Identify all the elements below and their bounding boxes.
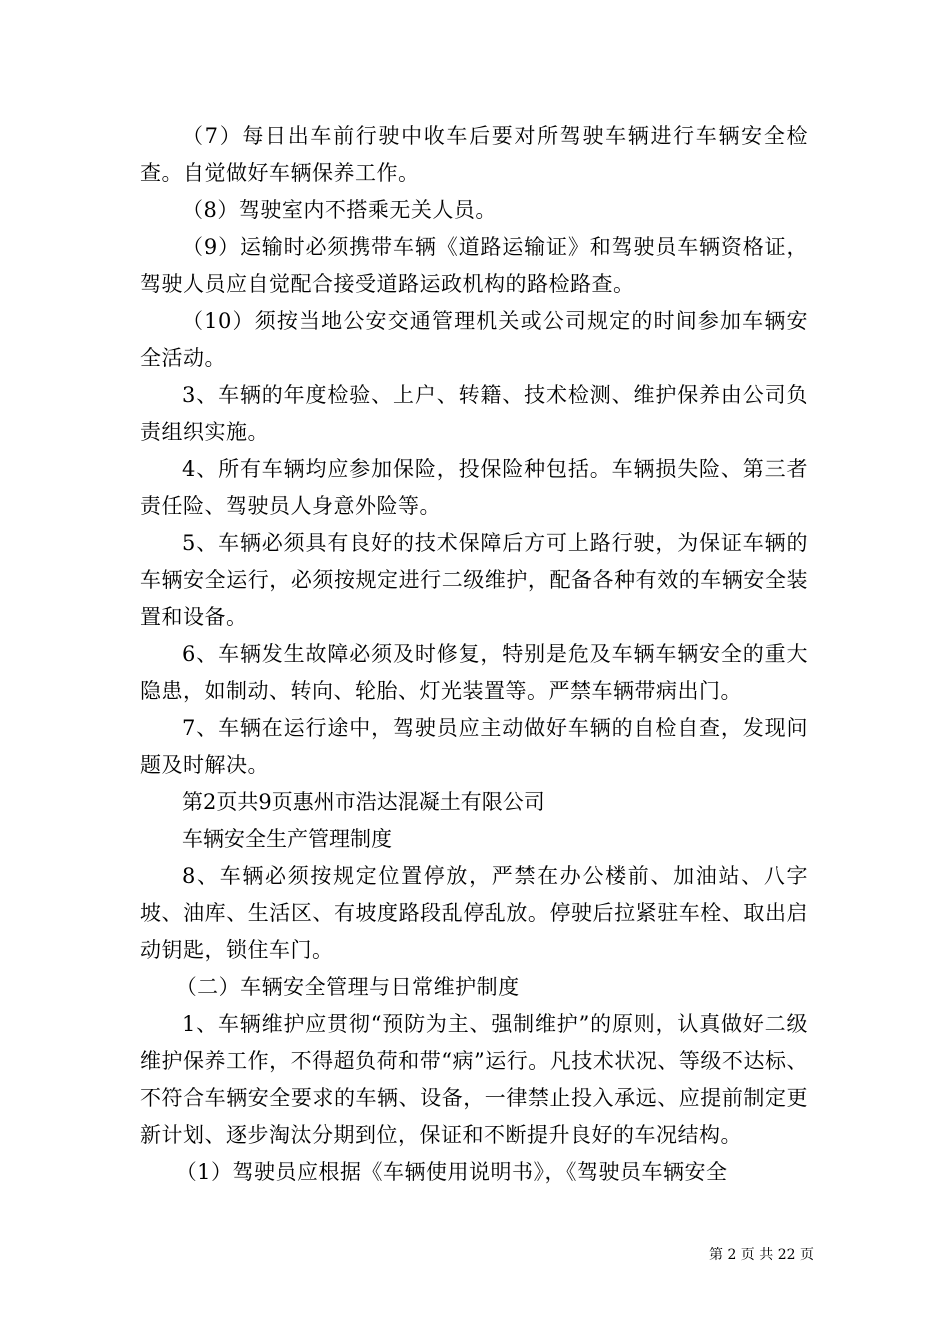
document-body	[140, 118, 808, 1191]
paragraph-section-7: 7、车辆在运行途中，驾驶员应主动做好车辆的自检自查，发现问题及时解决。	[140, 716, 808, 777]
inline-page-note: 第2页共9页惠州市浩达混凝土有限公司	[182, 790, 545, 814]
inline-document-title: 车辆安全生产管理制度	[182, 827, 392, 851]
section-heading: （二）车辆安全管理与日常维护制度	[175, 975, 520, 999]
paragraph-item-8: （8）驾驶室内不搭乘无关人员。	[182, 198, 497, 222]
paragraph-section-4: 4、所有车辆均应参加保险，投保险种包括。车辆损失险、第三者责任险、驾驶员人身意外险等。	[140, 457, 808, 518]
paragraph-maintenance-item-1: （1）驾驶员应根据《车辆使用说明书》，《驾驶员车辆安全	[175, 1160, 728, 1184]
paragraph-item-7: （7）每日出车前行驶中收车后要对所驾驶车辆进行车辆安全检查。自觉做好车辆保养工作。	[140, 124, 808, 185]
page-footer: 第 2 页 共 22 页	[709, 1247, 814, 1263]
paragraph-section-6: 6、车辆发生故障必须及时修复，特别是危及车辆车辆安全的重大隐患，如制动、转向、轮胎、灯光装置等。严禁车辆带病出门。	[140, 642, 808, 703]
paragraph-section-3: 3、车辆的年度检验、上户、转籍、技术检测、维护保养由公司负责组织实施。	[140, 383, 808, 444]
paragraph-section-5: 5、车辆必须具有良好的技术保障后方可上路行驶，为保证车辆的车辆安全运行，必须按规定进行二级维护，配备各种有效的车辆安全装置和设备。	[140, 531, 808, 629]
paragraph-item-9: （9）运输时必须携带车辆《道路运输证》和驾驶员车辆资格证，驾驶人员应自觉配合接受道路运政机构的路检路查。	[140, 235, 808, 296]
paragraph-maintenance-1: 1、车辆维护应贯彻“预防为主、强制维护”的原则，认真做好二级维护保养工作，不得超负荷和带“病”运行。凡技术状况、等级不达标、不符合车辆安全要求的车辆、设备，一律禁止投入承远、应提前制定更新计划、逐步淘汰分期到位，保证和不断提升良好的车况结构。	[140, 1012, 808, 1147]
paragraph-section-8: 8、车辆必须按规定位置停放，严禁在办公楼前、加油站、八字坡、油库、生活区、有坡度路段乱停乱放。停驶后拉紧驻车栓、取出启动钥匙，锁住车门。	[140, 864, 808, 962]
paragraph-item-10: （10）须按当地公安交通管理机关或公司规定的时间参加车辆安全活动。	[140, 309, 808, 370]
